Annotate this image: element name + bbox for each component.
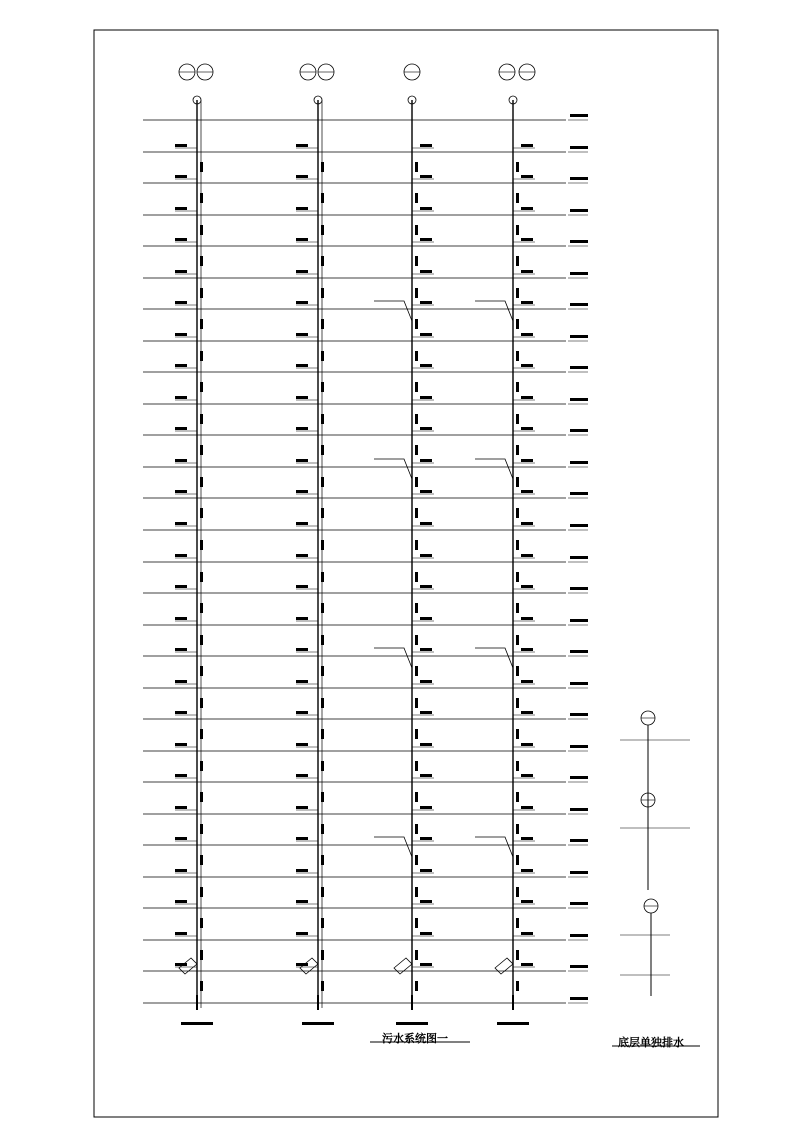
branch-label: [521, 806, 533, 809]
branch-label: [521, 364, 533, 367]
pipe-tag: [200, 792, 203, 802]
branch-label: [296, 270, 308, 273]
branch-label: [296, 617, 308, 620]
branch-label: [521, 238, 533, 241]
riser-headers: [179, 64, 535, 1025]
branch-label: [296, 490, 308, 493]
floor-tag: [570, 808, 588, 811]
branch-label: [521, 301, 533, 304]
branch-label: [420, 522, 432, 525]
branch-label: [175, 301, 187, 304]
pipe-tag: [415, 981, 418, 991]
branch-label: [296, 144, 308, 147]
branch-label: [521, 144, 533, 147]
pipe-fittings: [175, 144, 535, 991]
pipe-tag: [415, 855, 418, 865]
pipe-tag: [415, 445, 418, 455]
pipe-tag: [321, 288, 324, 298]
branch-label: [296, 301, 308, 304]
branch-label: [296, 869, 308, 872]
branch-label: [420, 396, 432, 399]
pipe-tag: [415, 477, 418, 487]
branch-label: [420, 175, 432, 178]
branch-label: [420, 459, 432, 462]
branch-label: [521, 774, 533, 777]
pipe-tag: [516, 508, 519, 518]
branch-label: [175, 238, 187, 241]
pipe-tag: [200, 729, 203, 739]
pipe-tag: [200, 477, 203, 487]
offset-fitting: [374, 459, 412, 479]
pipe-tag: [415, 193, 418, 203]
pipe-tag: [516, 572, 519, 582]
branch-label: [420, 427, 432, 430]
branch-label: [420, 806, 432, 809]
offset-fitting: [475, 459, 513, 479]
pipe-tag: [516, 761, 519, 771]
diagram-title: 污水系统图一: [382, 1032, 448, 1045]
branch-label: [175, 806, 187, 809]
pipe-tag: [415, 256, 418, 266]
branch-label: [296, 175, 308, 178]
pipe-tag: [415, 414, 418, 424]
pipe-tag: [321, 698, 324, 708]
pipe-tag: [516, 319, 519, 329]
branch-label: [420, 869, 432, 872]
pipe-tag: [321, 256, 324, 266]
pipe-tag: [200, 193, 203, 203]
pipe-tag: [321, 162, 324, 172]
floor-tag: [570, 587, 588, 590]
pipe-tag: [321, 950, 324, 960]
floor-tag: [570, 429, 588, 432]
pipe-tag: [321, 761, 324, 771]
branch-label: [420, 648, 432, 651]
outlet-note: [497, 1022, 529, 1025]
pipe-tag: [321, 981, 324, 991]
pipe-tag: [415, 887, 418, 897]
offset-fitting: [475, 837, 513, 857]
pipe-tag: [321, 414, 324, 424]
pipe-tag: [516, 603, 519, 613]
pipe-tag: [200, 950, 203, 960]
branch-label: [420, 932, 432, 935]
branch-label: [521, 900, 533, 903]
branch-label: [296, 963, 308, 966]
pipe-tag: [321, 792, 324, 802]
branch-label: [521, 585, 533, 588]
pipe-tag: [516, 698, 519, 708]
elbow-fitting: [495, 958, 513, 974]
pipe-tag: [516, 950, 519, 960]
floor-tag: [570, 524, 588, 527]
floor-tag: [570, 461, 588, 464]
floor-tag: [570, 745, 588, 748]
pipe-tag: [321, 603, 324, 613]
branch-label: [175, 270, 187, 273]
branch-label: [296, 364, 308, 367]
pipe-tag: [516, 981, 519, 991]
pipe-tag: [415, 351, 418, 361]
branch-label: [175, 963, 187, 966]
pipe-tag: [200, 855, 203, 865]
pipe-tag: [200, 225, 203, 235]
branch-label: [175, 364, 187, 367]
pipe-tag: [516, 445, 519, 455]
pipe-tag: [415, 162, 418, 172]
branch-label: [175, 837, 187, 840]
outlet-note: [181, 1022, 213, 1025]
pipe-tag: [415, 288, 418, 298]
branch-label: [175, 617, 187, 620]
pipe-tag: [415, 540, 418, 550]
branch-label: [420, 144, 432, 147]
pipe-tag: [200, 698, 203, 708]
branch-label: [521, 459, 533, 462]
pipe-tag: [415, 319, 418, 329]
pipe-tag: [321, 855, 324, 865]
branch-label: [296, 900, 308, 903]
branch-label: [296, 522, 308, 525]
pipe-tag: [200, 761, 203, 771]
pipe-tag: [516, 824, 519, 834]
branch-label: [521, 617, 533, 620]
branch-label: [521, 869, 533, 872]
pipe-tag: [516, 414, 519, 424]
pipe-tag: [415, 603, 418, 613]
floor-tag: [570, 871, 588, 874]
branch-label: [296, 238, 308, 241]
pipe-tag: [200, 445, 203, 455]
ground-floor-details: [370, 711, 700, 1046]
branch-label: [420, 207, 432, 210]
pipe-tag: [321, 382, 324, 392]
branch-label: [175, 585, 187, 588]
pipe-tag: [516, 729, 519, 739]
pipe-tag: [200, 887, 203, 897]
floor-tag: [570, 272, 588, 275]
pipe-tag: [200, 603, 203, 613]
offset-fitting: [374, 301, 412, 321]
branch-label: [521, 932, 533, 935]
pipe-tag: [200, 824, 203, 834]
branch-label: [175, 774, 187, 777]
pipe-tag: [516, 256, 519, 266]
branch-label: [175, 333, 187, 336]
pipe-tag: [200, 382, 203, 392]
branch-label: [420, 743, 432, 746]
pipe-tag: [415, 698, 418, 708]
branch-label: [296, 932, 308, 935]
floor-tag: [570, 776, 588, 779]
pipe-tag: [516, 855, 519, 865]
branch-label: [296, 774, 308, 777]
branch-label: [296, 396, 308, 399]
branch-label: [175, 207, 187, 210]
floor-tag: [570, 619, 588, 622]
sheet-border: [94, 30, 718, 1117]
floor-tag: [570, 650, 588, 653]
pipe-tag: [516, 162, 519, 172]
pipe-tag: [200, 540, 203, 550]
branch-label: [420, 554, 432, 557]
branch-label: [296, 680, 308, 683]
floor-tag: [570, 398, 588, 401]
pipe-tag: [516, 792, 519, 802]
elbow-fitting: [394, 958, 412, 974]
pipe-tag: [321, 477, 324, 487]
branch-label: [521, 333, 533, 336]
floor-tag: [570, 492, 588, 495]
pipe-tag: [516, 635, 519, 645]
branch-label: [296, 554, 308, 557]
branch-label: [296, 427, 308, 430]
branch-label: [175, 900, 187, 903]
pipe-tag: [516, 193, 519, 203]
pipe-tag: [321, 887, 324, 897]
pipe-tag: [415, 508, 418, 518]
pipe-tag: [415, 824, 418, 834]
pipe-tag: [415, 635, 418, 645]
branch-label: [420, 585, 432, 588]
pipe-tag: [516, 288, 519, 298]
pipe-tag: [200, 256, 203, 266]
pipe-tag: [200, 162, 203, 172]
floor-tag: [570, 965, 588, 968]
pipe-tag: [321, 666, 324, 676]
pipe-tag: [321, 635, 324, 645]
pipe-tag: [516, 666, 519, 676]
pipe-tag: [516, 887, 519, 897]
branch-label: [521, 207, 533, 210]
branch-label: [296, 806, 308, 809]
pipe-tag: [415, 666, 418, 676]
pipe-tag: [200, 635, 203, 645]
pipe-tag: [415, 729, 418, 739]
detail-title: 底层单独排水: [618, 1036, 684, 1049]
branch-label: [521, 743, 533, 746]
branch-label: [175, 680, 187, 683]
branch-label: [521, 175, 533, 178]
branch-label: [420, 680, 432, 683]
branch-label: [175, 427, 187, 430]
floor-tag: [570, 839, 588, 842]
offset-fitting: [374, 837, 412, 857]
pipe-tag: [321, 445, 324, 455]
pipe-tag: [200, 981, 203, 991]
floor-tag: [570, 240, 588, 243]
branch-label: [296, 648, 308, 651]
pipe-tag: [200, 288, 203, 298]
branch-label: [296, 837, 308, 840]
branch-label: [420, 301, 432, 304]
branch-label: [175, 743, 187, 746]
branch-label: [420, 333, 432, 336]
floor-tag: [570, 934, 588, 937]
pipe-tag: [321, 540, 324, 550]
pipe-tag: [200, 572, 203, 582]
pipe-tag: [321, 918, 324, 928]
pipe-tag: [321, 319, 324, 329]
pipe-tag: [321, 193, 324, 203]
floor-tag: [570, 209, 588, 212]
floor-tag: [570, 902, 588, 905]
pipe-tag: [516, 477, 519, 487]
branch-label: [175, 396, 187, 399]
pipe-tag: [321, 572, 324, 582]
pipe-tag: [321, 351, 324, 361]
riser-pipes: [197, 100, 513, 1010]
branch-label: [175, 869, 187, 872]
pipe-tag: [415, 918, 418, 928]
floor-tag: [570, 713, 588, 716]
elbow-fitting: [179, 958, 197, 974]
outlet-note: [396, 1022, 428, 1025]
floor-tag: [570, 146, 588, 149]
branch-label: [521, 963, 533, 966]
pipe-tag: [200, 414, 203, 424]
pipe-tag: [516, 351, 519, 361]
pipe-tag: [415, 761, 418, 771]
branch-label: [420, 364, 432, 367]
branch-label: [521, 680, 533, 683]
pipe-tag: [516, 918, 519, 928]
branch-label: [521, 490, 533, 493]
pipe-tag: [200, 351, 203, 361]
outlet-note: [302, 1022, 334, 1025]
pipe-tag: [321, 824, 324, 834]
branch-label: [296, 459, 308, 462]
pipe-tag: [200, 508, 203, 518]
floor-tag: [570, 114, 588, 117]
branch-label: [296, 207, 308, 210]
pipe-tag: [415, 382, 418, 392]
offset-fitting: [475, 301, 513, 321]
branch-label: [521, 522, 533, 525]
branch-label: [175, 522, 187, 525]
offset-fitting: [374, 648, 412, 668]
pipe-tag: [516, 382, 519, 392]
branch-label: [521, 711, 533, 714]
branch-label: [521, 837, 533, 840]
branch-label: [420, 270, 432, 273]
branch-label: [420, 490, 432, 493]
branch-label: [420, 900, 432, 903]
branch-label: [296, 711, 308, 714]
floor-tag: [570, 366, 588, 369]
branch-label: [420, 711, 432, 714]
branch-label: [521, 270, 533, 273]
floor-tag: [570, 997, 588, 1000]
pipe-tag: [200, 319, 203, 329]
branch-label: [175, 648, 187, 651]
branch-label: [175, 175, 187, 178]
branch-label: [521, 648, 533, 651]
branch-label: [296, 333, 308, 336]
offset-fitting: [475, 648, 513, 668]
floor-tag: [570, 682, 588, 685]
branch-label: [296, 743, 308, 746]
branch-label: [521, 396, 533, 399]
elbow-fitting: [300, 958, 318, 974]
pipe-tag: [200, 666, 203, 676]
branch-label: [296, 585, 308, 588]
floor-tag: [570, 556, 588, 559]
branch-label: [175, 554, 187, 557]
pipe-tag: [200, 918, 203, 928]
floor-tag: [570, 335, 588, 338]
branch-label: [521, 427, 533, 430]
pipe-tag: [321, 508, 324, 518]
branch-label: [175, 711, 187, 714]
floor-tag: [570, 177, 588, 180]
pipe-tag: [516, 225, 519, 235]
branch-label: [521, 554, 533, 557]
pipe-tag: [415, 950, 418, 960]
pipe-tag: [321, 225, 324, 235]
branch-label: [175, 932, 187, 935]
floor-tag: [570, 303, 588, 306]
branch-label: [420, 837, 432, 840]
branch-label: [175, 144, 187, 147]
pipe-tag: [415, 792, 418, 802]
branch-label: [420, 238, 432, 241]
branch-label: [420, 963, 432, 966]
pipe-tag: [415, 225, 418, 235]
branch-label: [420, 617, 432, 620]
pipe-tag: [516, 540, 519, 550]
pipe-tag: [321, 729, 324, 739]
branch-label: [175, 490, 187, 493]
branch-label: [420, 774, 432, 777]
branch-label: [175, 459, 187, 462]
pipe-tag: [415, 572, 418, 582]
